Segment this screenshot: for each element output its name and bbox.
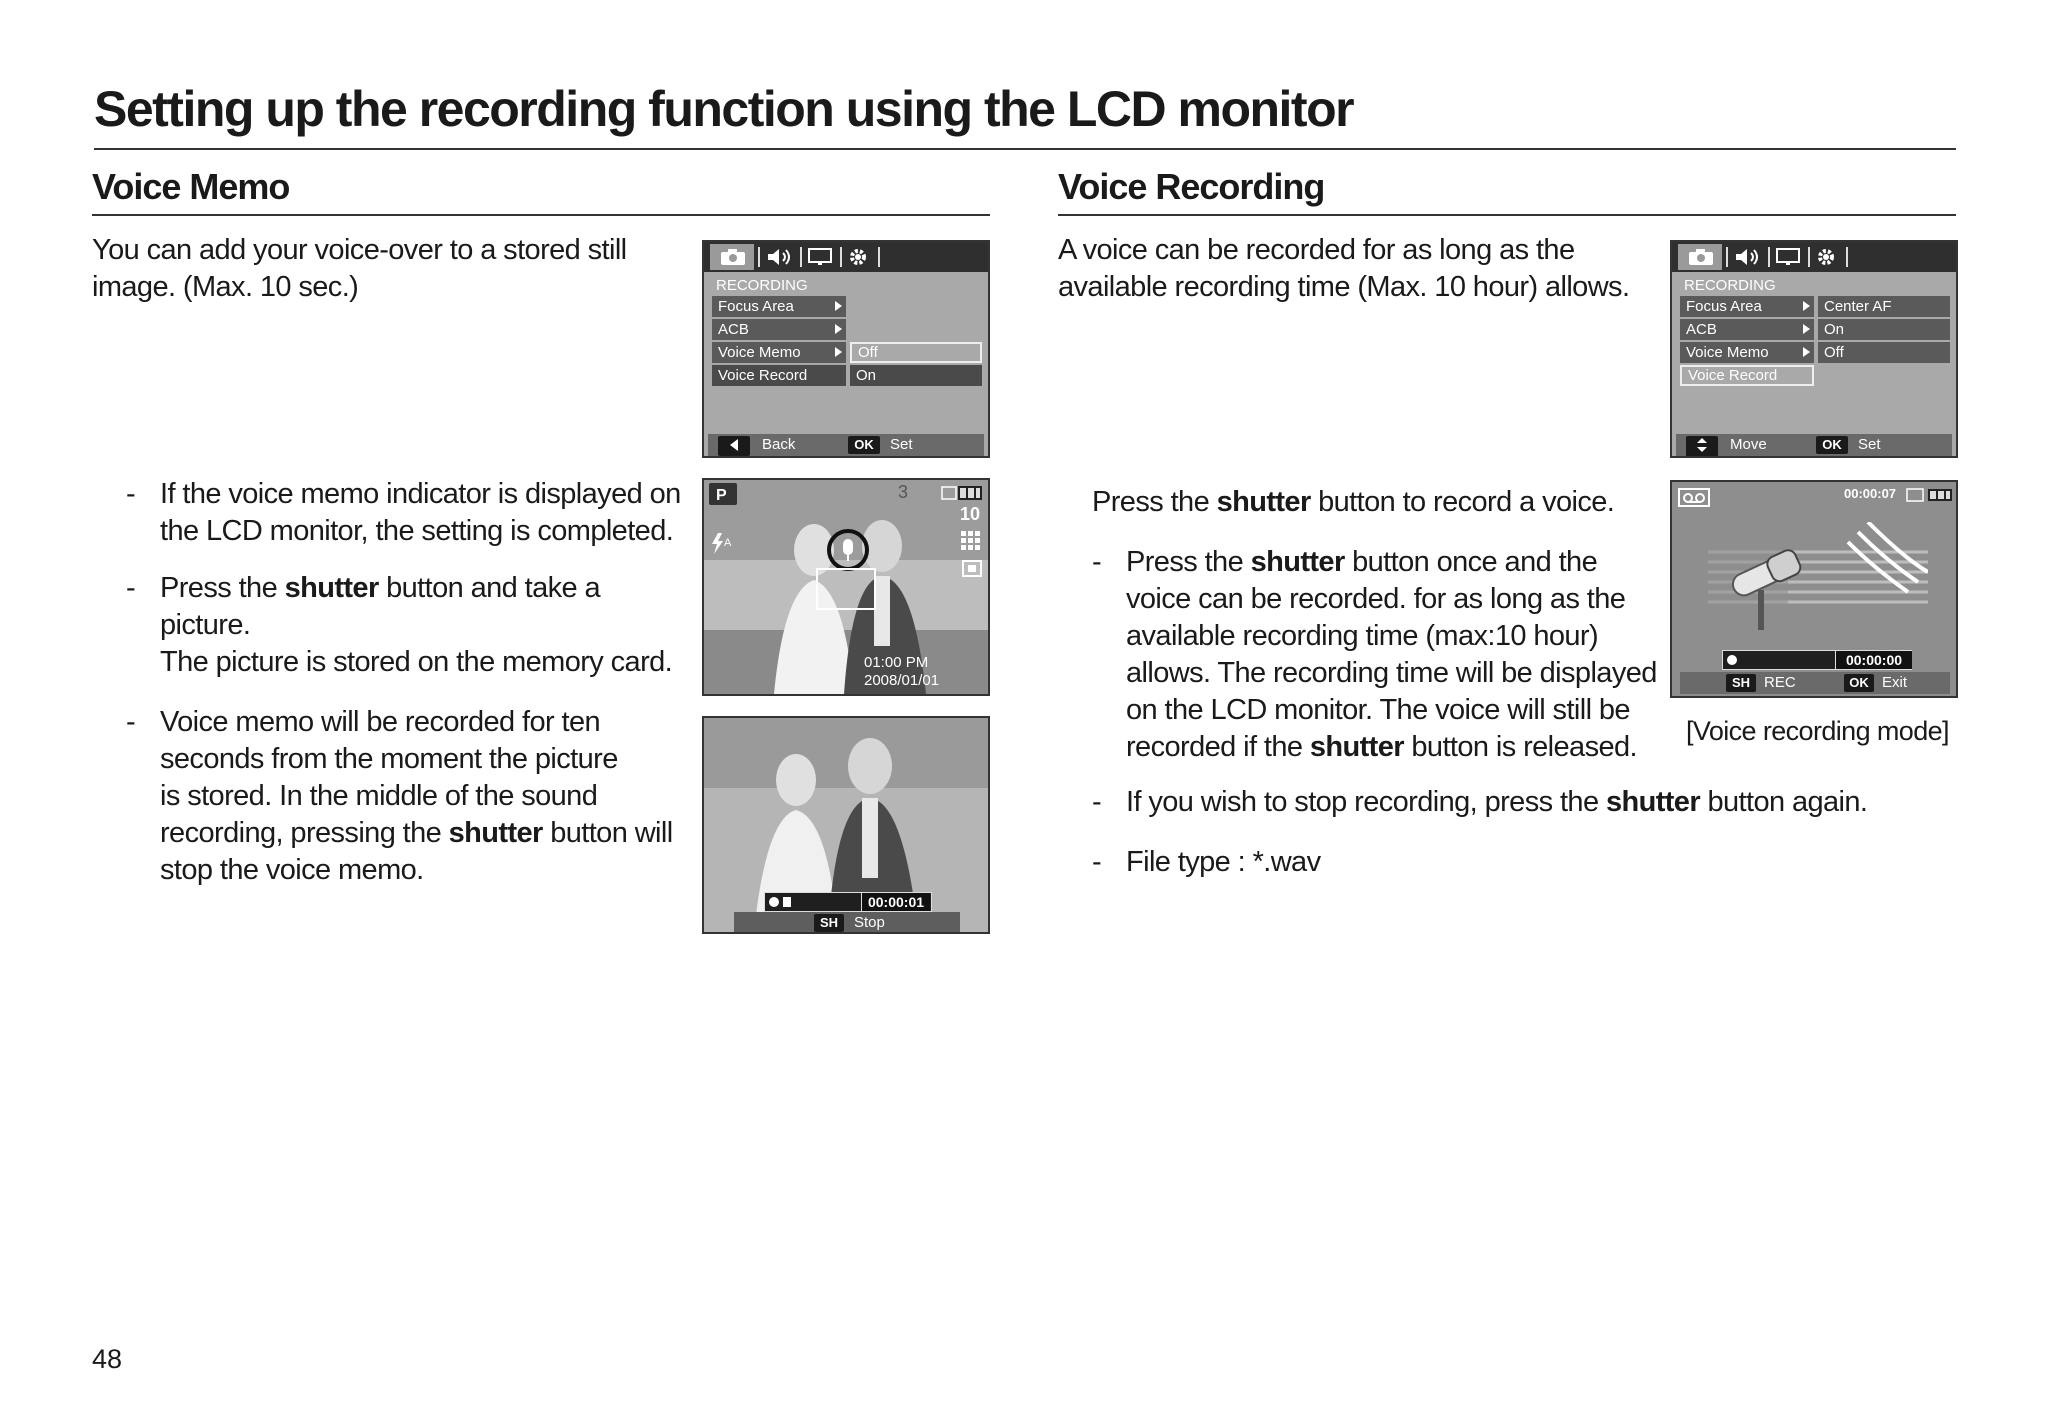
program-mode-icon (708, 482, 738, 508)
bullet-text: recorded if the (1126, 731, 1310, 763)
voice-recording-divider (1058, 214, 1956, 216)
svg-text:A: A (724, 537, 732, 549)
bullet-text: voice can be recorded. for as long as the (1126, 583, 1626, 615)
ok-key: OK (1816, 436, 1848, 454)
exit-label: Exit (1882, 674, 1908, 691)
set-label: Set (890, 436, 913, 453)
sound-icon (766, 248, 794, 266)
bold-keyword: shutter (1216, 486, 1311, 518)
intro-line: image. (Max. 10 sec.) (92, 271, 359, 303)
menu-item-acb: ACB (712, 319, 846, 340)
bullet-text: the LCD monitor, the setting is completed. (160, 515, 674, 547)
up-down-arrow-icon (1696, 438, 1708, 452)
intro-line: You can add your voice-over to a stored still (92, 234, 627, 266)
lcd-bottom-bar (734, 912, 960, 932)
bold-keyword: shutter (1309, 731, 1404, 763)
rec-label: REC (1764, 674, 1796, 691)
voice-recording-mode-icon (1678, 488, 1710, 508)
bullet-dash: - (126, 572, 136, 604)
record-dot-icon (1726, 654, 1738, 666)
option-off: Off (850, 342, 982, 363)
battery-icon (940, 484, 986, 502)
metering-icon (962, 560, 982, 578)
sound-icon (1734, 248, 1762, 266)
voice-memo-intro (92, 232, 627, 306)
shots-remaining: 3 (898, 482, 909, 502)
bullet-text: available recording time (max:10 hour) (1126, 620, 1599, 652)
sh-key: SH (1726, 674, 1756, 692)
bold-keyword: shutter (284, 572, 379, 604)
battery-icon (1906, 488, 1954, 502)
voice-recording-mode-caption: [Voice recording mode] (1686, 716, 1949, 746)
record-dot-icon (767, 895, 797, 909)
menu-header: RECORDING (716, 277, 808, 294)
page-number: 48 (92, 1344, 123, 1374)
flash-auto-icon (710, 532, 736, 556)
bold-keyword: shutter (448, 817, 543, 849)
bold-keyword: shutter (1605, 786, 1701, 818)
menu-item-voice-memo: Voice Memo (1680, 342, 1814, 363)
recording-timer: 00:00:01 (861, 893, 930, 911)
recording-timer: 00:00:00 (1835, 651, 1912, 669)
voice-recording-mode-screen (1670, 480, 1958, 698)
bullet-text: File type : *.wav (1126, 846, 1321, 878)
bullet-text: button once and the (1344, 546, 1598, 578)
voice-memo-menu-screen (702, 240, 990, 458)
bullet-text: on the LCD monitor. The voice will still be (1126, 694, 1630, 726)
recording-progress-bar (764, 892, 932, 912)
move-label: Move (1730, 436, 1767, 453)
image-size-indicator: 10 (960, 504, 981, 524)
stop-label: Stop (854, 914, 885, 931)
bullet-dash: - (1092, 786, 1102, 818)
bullet-text: button is released. (1403, 731, 1637, 763)
lcd-tab-bar (704, 242, 988, 272)
bullet-text: stop the voice memo. (160, 854, 424, 886)
menu-item-voice-record: Voice Record (1680, 365, 1814, 386)
menu-header: RECORDING (1684, 277, 1776, 294)
instruction-text: Press the (1092, 486, 1217, 518)
quality-grid-icon (960, 530, 982, 552)
bullet-dash: - (126, 478, 136, 510)
voice-recording-intro (1058, 232, 1629, 306)
intro-line: A voice can be recorded for as long as the (1058, 234, 1575, 266)
menu-item-focus-area: Focus Area (1680, 296, 1814, 317)
bullet-text: Press the (1126, 546, 1251, 578)
move-key (1686, 436, 1718, 457)
bullet-text: is stored. In the middle of the sound (160, 780, 598, 812)
elapsed-time: 00:00:07 (1844, 486, 1897, 501)
menu-item-acb: ACB (1680, 319, 1814, 340)
microphone-illustration (1708, 522, 1928, 632)
lcd-tab-bar (1672, 242, 1956, 272)
menu-item-focus-area: Focus Area (712, 296, 846, 317)
bullet-dash: - (1092, 846, 1102, 878)
display-icon (808, 248, 832, 266)
bullet-text: allows. The recording time will be displayed (1126, 657, 1657, 689)
camera-icon (720, 248, 746, 266)
ok-key: OK (1844, 674, 1874, 692)
bullet-text: button will (542, 817, 673, 849)
recording-progress-bar (1722, 650, 1912, 670)
svg-text:P: P (716, 487, 727, 504)
value-off: Off (1818, 342, 1950, 363)
settings-gear-icon (1816, 247, 1836, 267)
ok-key: OK (848, 436, 880, 454)
intro-line: available recording time (Max. 10 hour) allows. (1058, 271, 1630, 303)
camera-icon (1688, 248, 1714, 266)
bullet-text: seconds from the moment the picture (160, 743, 618, 775)
voice-memo-recording-screen (702, 716, 990, 934)
bullet-text: button and take a (378, 572, 601, 604)
bullet-text: recording, pressing the (160, 817, 449, 849)
time-stamp: 01:00 PM (864, 654, 929, 671)
bullet-text: If the voice memo indicator is displayed on (160, 478, 681, 510)
instruction-text: button to record a voice. (1310, 486, 1615, 518)
bullet-text: button again. (1700, 786, 1868, 818)
settings-gear-icon (848, 247, 868, 267)
voice-memo-indicator-icon (826, 528, 870, 572)
sh-key: SH (814, 914, 844, 932)
arrow-left-icon (728, 439, 740, 451)
bullet-dash: - (126, 706, 136, 738)
bullet-text: If you wish to stop recording, press the (1126, 786, 1606, 818)
lcd-bottom-bar (1680, 672, 1950, 694)
bullet-text: The picture is stored on the memory card. (160, 646, 673, 678)
title-divider (94, 148, 1956, 150)
value-on: On (1818, 319, 1950, 340)
focus-frame (816, 568, 876, 610)
option-on: On (850, 365, 982, 386)
bullet-text: Press the (160, 572, 285, 604)
back-label: Back (762, 436, 796, 453)
bold-keyword: shutter (1250, 546, 1345, 578)
menu-item-voice-memo: Voice Memo (712, 342, 846, 363)
bullet-text: picture. (160, 609, 251, 641)
back-key (718, 436, 750, 456)
bullet-dash: - (1092, 546, 1102, 578)
voice-recording-heading: Voice Recording (1058, 166, 1325, 207)
date-stamp: 2008/01/01 (864, 672, 940, 689)
page-title: Setting up the recording function using the LCD monitor (94, 81, 1354, 137)
voice-memo-heading: Voice Memo (92, 166, 290, 207)
voice-record-menu-screen (1670, 240, 1958, 458)
set-label: Set (1858, 436, 1881, 453)
voice-memo-shooting-screen (702, 478, 990, 696)
display-icon (1776, 248, 1800, 266)
press-shutter-instruction (1092, 484, 1614, 521)
voice-memo-divider (92, 214, 990, 216)
menu-item-voice-record: Voice Record (712, 365, 846, 386)
value-center-af: Center AF (1818, 296, 1950, 317)
bullet-text: Voice memo will be recorded for ten (160, 706, 600, 738)
